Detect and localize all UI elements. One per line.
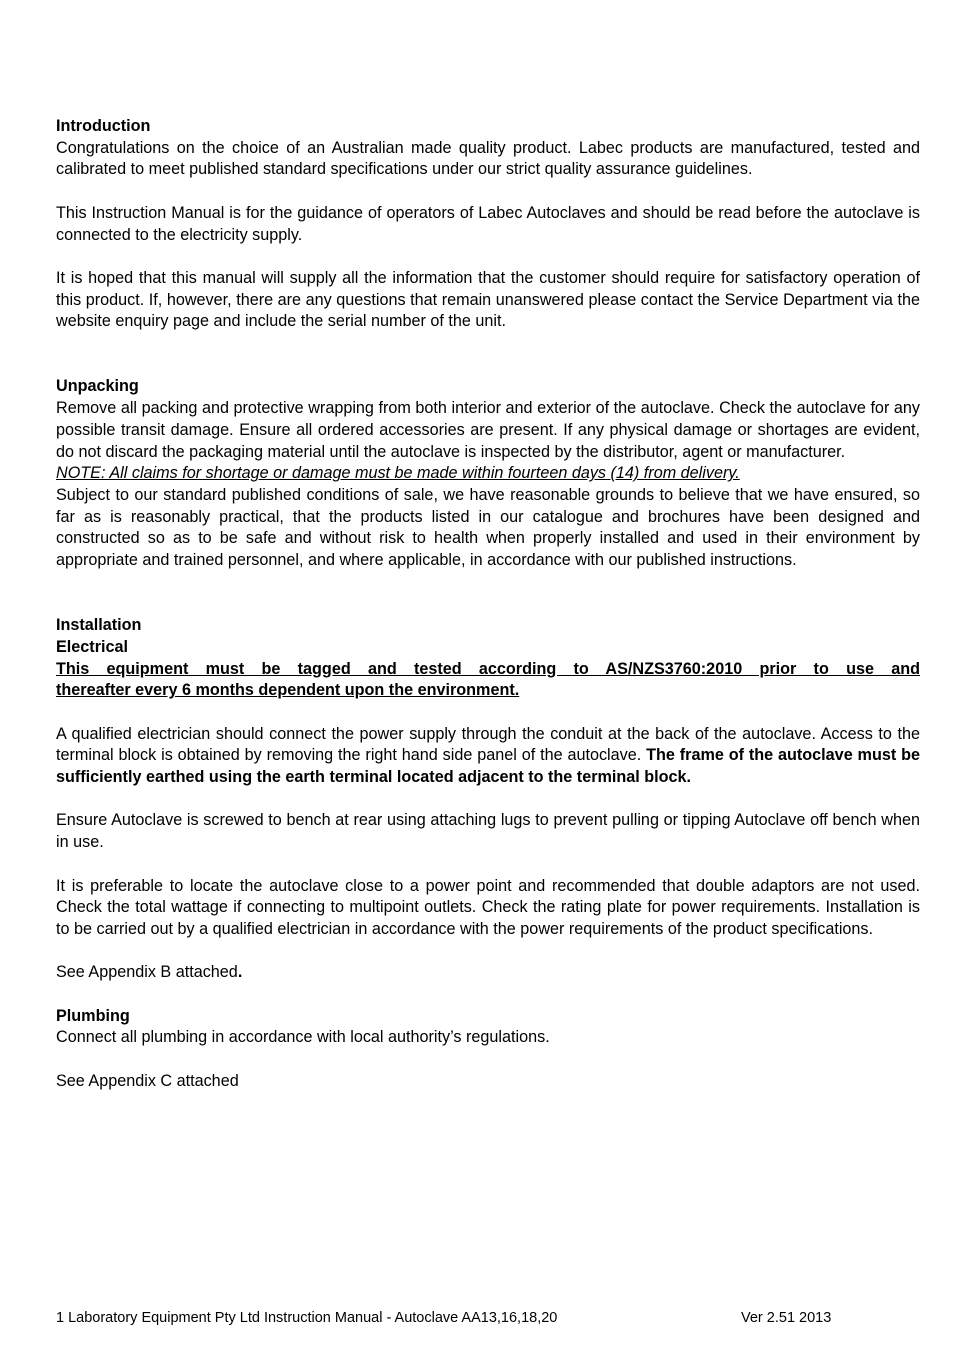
footer-version: Ver 2.51 2013 bbox=[741, 1310, 832, 1326]
appendix-b-text: See Appendix B attached bbox=[56, 963, 238, 982]
introduction-paragraph-1: Congratulations on the choice of an Australian made quality product. Labec products are manufactured, tested and calibrated to meet published standard specifications under our strict quality assurance guidelines. bbox=[56, 138, 920, 179]
page-footer bbox=[56, 1310, 856, 1326]
introduction-paragraph-3: It is hoped that this manual will supply all the information that the customer should require for satisfactory operation of this product. If, however, there are any questions that remain unanswered please contact the Service Department via the website enquiry page and include the serial number of the unit. bbox=[56, 268, 920, 331]
unpacking-note: NOTE: All claims for shortage or damage must be made within fourteen days (14) from delivery. bbox=[56, 464, 740, 483]
unpacking-paragraph-1: Remove all packing and protective wrapping from both interior and exterior of the autoclave. Check the autoclave for any possible transit damage. Ensure all ordered accessories are present. If any physical damage or shortages are evident, do not discard the packaging material until the autoclave is inspected by the distributor, agent or manufacturer. bbox=[56, 399, 920, 461]
appendix-c-reference: See Appendix C attached bbox=[56, 1071, 239, 1090]
earthing-warning: The frame of the autoclave must be sufficiently earthed using the earth terminal located adjacent to the terminal block. bbox=[56, 746, 920, 787]
electrical-paragraph-1-text: A qualified electrician should connect the power supply through the conduit at the back of the autoclave. Access to the terminal block is obtained by removing the right hand side panel of the autoclave. bbox=[56, 724, 920, 765]
electrical-heading: Electrical bbox=[56, 637, 128, 656]
appendix-b-reference bbox=[56, 962, 920, 984]
document-body bbox=[56, 116, 920, 1092]
electrical-paragraph-3: It is preferable to locate the autoclave close to a power point and recommended that double adaptors are not used. Check the total wattage if connecting to multipoint outlets. Check the rating plate for power requirements. Installation is to be carried out by a qualified electrician in accordance with the power requirements of the product specifications. bbox=[56, 876, 920, 938]
electrical-paragraph-1 bbox=[56, 724, 920, 789]
electrical-paragraph-2: Ensure Autoclave is screwed to bench at rear using attaching lugs to prevent pulling or tipping Autoclave off bench when in use. bbox=[56, 811, 920, 852]
footer-title: 1 Laboratory Equipment Pty Ltd Instruction Manual - Autoclave AA13,16,18,20 bbox=[56, 1310, 558, 1326]
electrical-warning-line-1: This equipment must be tagged and tested according to AS/NZS3760:2010 prior to use and bbox=[56, 659, 920, 678]
installation-heading: Installation bbox=[56, 616, 142, 635]
unpacking-heading: Unpacking bbox=[56, 377, 139, 396]
appendix-b-period: . bbox=[237, 963, 243, 982]
unpacking-paragraph-2: Subject to our standard published conditions of sale, we have reasonable grounds to believe that we have ensured, so far as is reasonably practical, that the products listed in our catalogue and brochures have been designed and constructed so as to be safe and without risk to health when properly installed and used in their environment by appropriate and trained personnel, and where applicable, in accordance with our published instructions. bbox=[56, 485, 920, 570]
introduction-paragraph-2: This Instruction Manual is for the guidance of operators of Labec Autoclaves and should be read before the autoclave is connected to the electricity supply. bbox=[56, 203, 920, 244]
plumbing-heading: Plumbing bbox=[56, 1006, 130, 1025]
electrical-warning bbox=[56, 659, 920, 702]
introduction-heading: Introduction bbox=[56, 117, 151, 135]
plumbing-paragraph: Connect all plumbing in accordance with local authority’s regulations. bbox=[56, 1028, 550, 1047]
electrical-warning-line-2: thereafter every 6 months dependent upon the environment. bbox=[56, 681, 520, 700]
